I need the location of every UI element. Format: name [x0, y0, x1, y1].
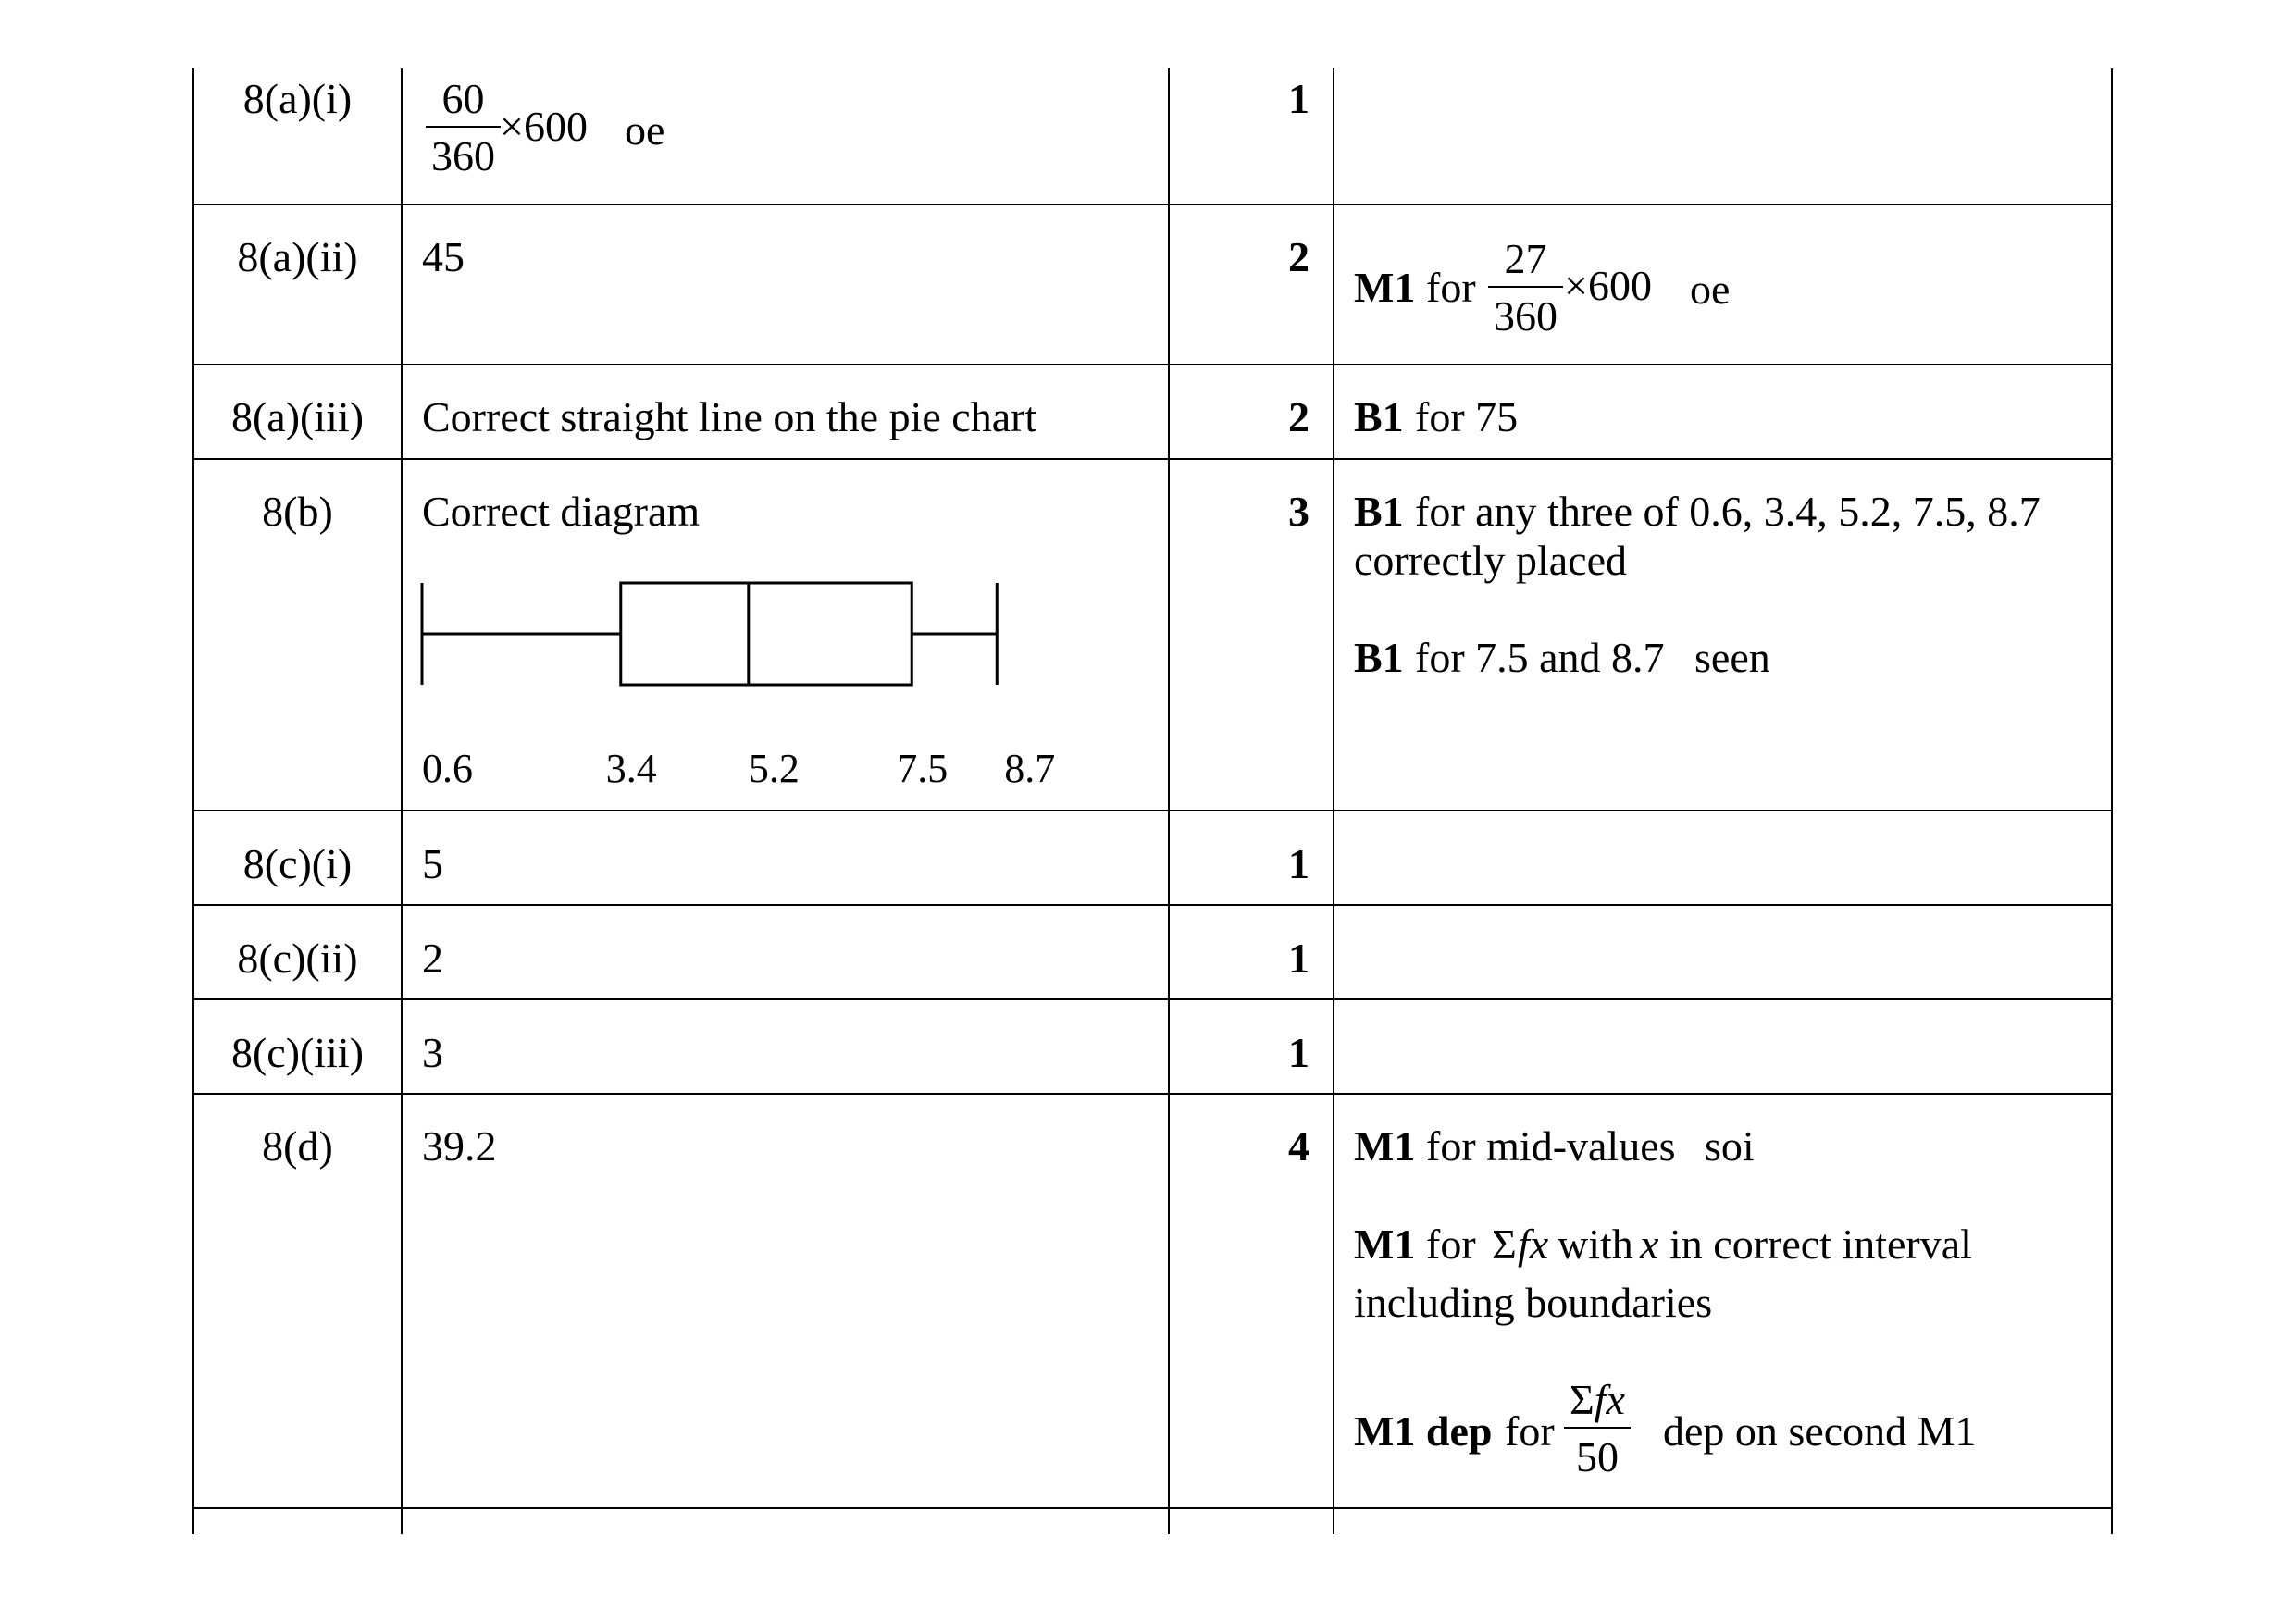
guidance-mark-code: B1 — [1354, 488, 1404, 535]
table-divider-answer — [1168, 68, 1170, 1534]
marks: 1 — [1288, 75, 1309, 122]
guidance-fraction — [1564, 1376, 1631, 1480]
fraction-bar — [1488, 286, 1563, 288]
row-divider — [192, 810, 2113, 811]
table-border-right — [2111, 68, 2113, 1534]
guidance-text: for any three of 0.6, 3.4, 5.2, 7.5, 8.7 — [1415, 488, 2041, 535]
fraction-denominator: 360 — [431, 132, 495, 180]
marks: 2 — [1288, 393, 1309, 440]
sigma-symbol: Σ — [1570, 1376, 1595, 1423]
answer: 2 — [422, 935, 443, 982]
question-number: 8(c)(ii) — [237, 935, 358, 982]
guidance-text: including boundaries — [1354, 1279, 1713, 1326]
question-number: 8(c)(i) — [242, 840, 353, 887]
box-iqr — [621, 583, 912, 685]
guidance-text: for 7.5 and 8.7 — [1415, 634, 1665, 681]
row-divider — [192, 364, 2113, 365]
question-number: 8(c)(iii) — [230, 1029, 365, 1076]
guidance-oe: oe — [1690, 266, 1731, 313]
box-plot-tick-label: 5.2 — [748, 746, 800, 791]
guidance-mark-code: M1 — [1354, 1220, 1416, 1268]
guidance-mark-code: B1 — [1354, 634, 1404, 681]
answer-oe: oe — [625, 106, 665, 154]
fraction-denominator: 50 — [1575, 1433, 1619, 1480]
guidance-mark-code: M1 dep — [1354, 1407, 1493, 1455]
guidance-mark-code: B1 — [1354, 393, 1404, 440]
question-number: 8(a)(i) — [242, 75, 353, 122]
fraction-numerator: 27 — [1504, 235, 1547, 282]
box-plot-tick-label: 8.7 — [1004, 746, 1056, 791]
guidance-sigma: Σ — [1492, 1220, 1517, 1268]
box-plot-diagram — [407, 555, 1074, 796]
guidance-text: with — [1558, 1220, 1633, 1268]
marks: 1 — [1288, 935, 1309, 982]
box-plot-tick-label: 7.5 — [897, 746, 949, 791]
answer: 45 — [422, 233, 465, 280]
guidance-text: for mid-values — [1426, 1122, 1676, 1170]
answer-fraction — [426, 75, 501, 180]
marks: 1 — [1288, 840, 1309, 887]
fraction-denominator: 360 — [1494, 292, 1558, 340]
question-number: 8(b) — [262, 488, 333, 535]
guidance-mark-code: M1 — [1354, 1122, 1416, 1170]
guidance-soi: soi — [1705, 1122, 1755, 1170]
marks: 1 — [1288, 1029, 1309, 1076]
answer: 5 — [422, 840, 443, 887]
guidance-x — [1640, 1220, 1659, 1268]
answer: Correct diagram — [422, 488, 701, 535]
marks: 2 — [1288, 233, 1309, 280]
guidance-text: for — [1426, 1220, 1476, 1268]
guidance-text: for — [1426, 264, 1476, 311]
row-divider — [192, 458, 2113, 460]
row-divider — [192, 998, 2113, 1000]
table-divider-question — [401, 68, 403, 1534]
guidance-mark-code: M1 — [1354, 264, 1416, 311]
row-divider — [192, 204, 2113, 205]
answer: Correct straight line on the pie chart — [422, 393, 1037, 440]
row-divider — [192, 1093, 2113, 1095]
guidance-fx — [1518, 1220, 1549, 1268]
guidance-text: dep on second M1 — [1663, 1407, 1977, 1455]
marks: 4 — [1288, 1122, 1309, 1170]
guidance-seen: seen — [1694, 634, 1770, 681]
guidance-text: for 75 — [1415, 393, 1519, 440]
fraction-bar — [426, 126, 501, 128]
fraction-numerator — [1564, 1376, 1631, 1423]
row-divider — [192, 1507, 2113, 1509]
guidance-fraction — [1488, 235, 1563, 340]
guidance-fx-italic: fx — [1518, 1220, 1549, 1268]
guidance-x-italic: x — [1640, 1220, 1659, 1268]
table-border-left — [192, 68, 194, 1534]
row-divider — [192, 904, 2113, 906]
answer-multiplier: ×600 — [500, 103, 588, 150]
marks: 3 — [1288, 488, 1309, 535]
box-plot-tick-label: 3.4 — [605, 746, 657, 791]
question-number: 8(a)(iii) — [230, 393, 365, 440]
box-plot-tick-label: 0.6 — [422, 746, 473, 791]
question-number: 8(a)(ii) — [237, 233, 358, 280]
table-divider-marks — [1333, 68, 1334, 1534]
fx-italic: fx — [1594, 1376, 1625, 1423]
guidance-text: for — [1505, 1407, 1555, 1455]
fraction-numerator: 60 — [441, 75, 485, 122]
guidance-text: correctly placed — [1354, 537, 1627, 584]
guidance-text: in correct interval — [1669, 1220, 1972, 1268]
guidance-multiplier: ×600 — [1564, 262, 1652, 309]
question-number: 8(d) — [262, 1122, 333, 1170]
answer: 39.2 — [422, 1122, 497, 1170]
fraction-bar — [1564, 1427, 1631, 1429]
answer: 3 — [422, 1029, 443, 1076]
